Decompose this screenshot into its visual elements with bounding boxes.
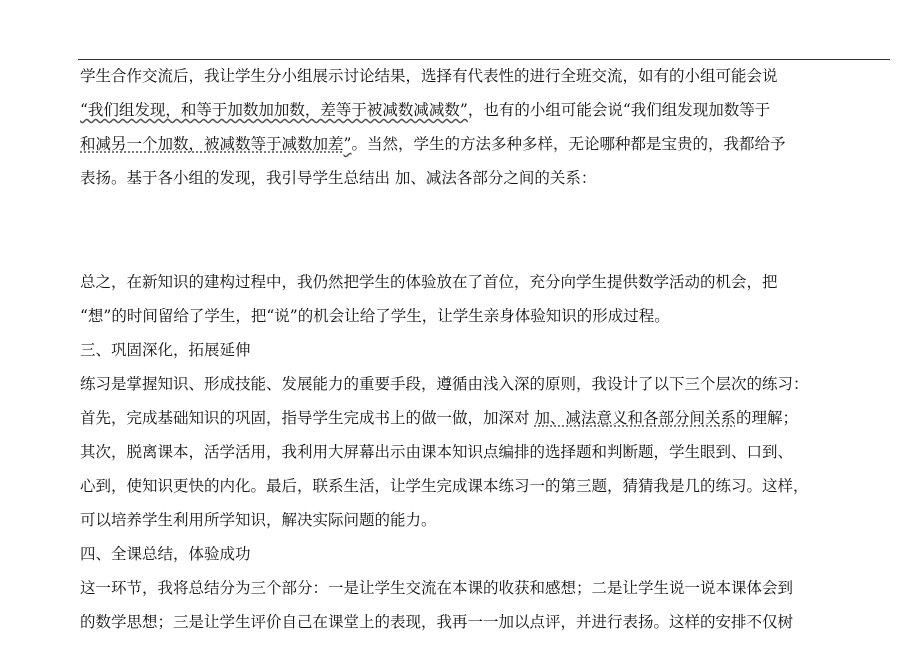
s3-line-4: 心到，使知识更快的内化。最后，联系生活，让学生完成课本练习一的第三题，猜猜我是几的练习。这样， <box>80 477 809 495</box>
s3-line-2-b: 的理解； <box>735 409 798 427</box>
p2-line-1: 总之，在新知识的建构过程中，我仍然把学生的体验放在了首位，充分向学生提供数学活动的机会，把 <box>80 273 778 291</box>
section-4-heading: 四、全课总结，体验成功 <box>80 545 251 563</box>
header-rule <box>78 59 890 60</box>
s4-line-2: 的数学思想；三是让学生评价自己在课堂上的表现，我再一一加以点评，并进行表扬。这样的安排不仅树 <box>80 613 794 631</box>
quote-underlined: “我们组发现，和等于加数加加数，差等于被减数减减数” <box>80 101 468 119</box>
p1-line-1: 学生合作交流后，我让学生分小组展示讨论结果，选择有代表性的进行全班交流，如有的小组可能会说 <box>80 67 778 85</box>
p2-line-2: “想”的时间留给了学生，把“说”的机会让给了学生，让学生亲身体验知识的形成过程。 <box>80 307 670 325</box>
p1-line-4: 表扬。基于各小组的发现，我引导学生总结出 加、减法各部分之间的关系： <box>80 169 597 187</box>
s3-line-2 <box>80 408 900 428</box>
s3-line-1: 练习是掌握知识、形成技能、发展能力的重要手段，遵循由浅入深的原则，我设计了以下三个层次的练习： <box>80 375 809 393</box>
s3-line-3: 其次，脱离课本，活学活用，我利用大屏幕出示由课本知识点编排的选择题和判断题，学生眼到、口到、 <box>80 443 794 461</box>
s3-line-5: 可以培养学生利用所学知识，解决实际问题的能力。 <box>80 511 437 529</box>
p1-line-3-rest: 。当然，学生的方法多种多样，无论哪种都是宝贵的，我都给予 <box>351 135 786 153</box>
s3-underlined-phrase: 加、减法意义和各部分间关系 <box>534 409 736 427</box>
quote-close-mark: ” <box>343 135 352 153</box>
s4-line-1: 这一环节，我将总结分为三个部分：一是让学生交流在本课的收获和感想；二是让学生说一说本课体会到 <box>80 579 794 597</box>
p1-line-3 <box>80 134 900 154</box>
p1-line-2 <box>80 100 900 120</box>
p1-line-2-rest: ，也有的小组可能会说“我们组发现加数等于 <box>467 101 771 119</box>
s3-line-2-a: 首先，完成基础知识的巩固，指导学生完成书上的做一做，加深对 <box>80 409 535 427</box>
quote-underlined-2: 和减另一个加数，被减数等于减数加差 <box>80 135 344 153</box>
section-3-heading: 三、巩固深化，拓展延伸 <box>80 341 251 359</box>
